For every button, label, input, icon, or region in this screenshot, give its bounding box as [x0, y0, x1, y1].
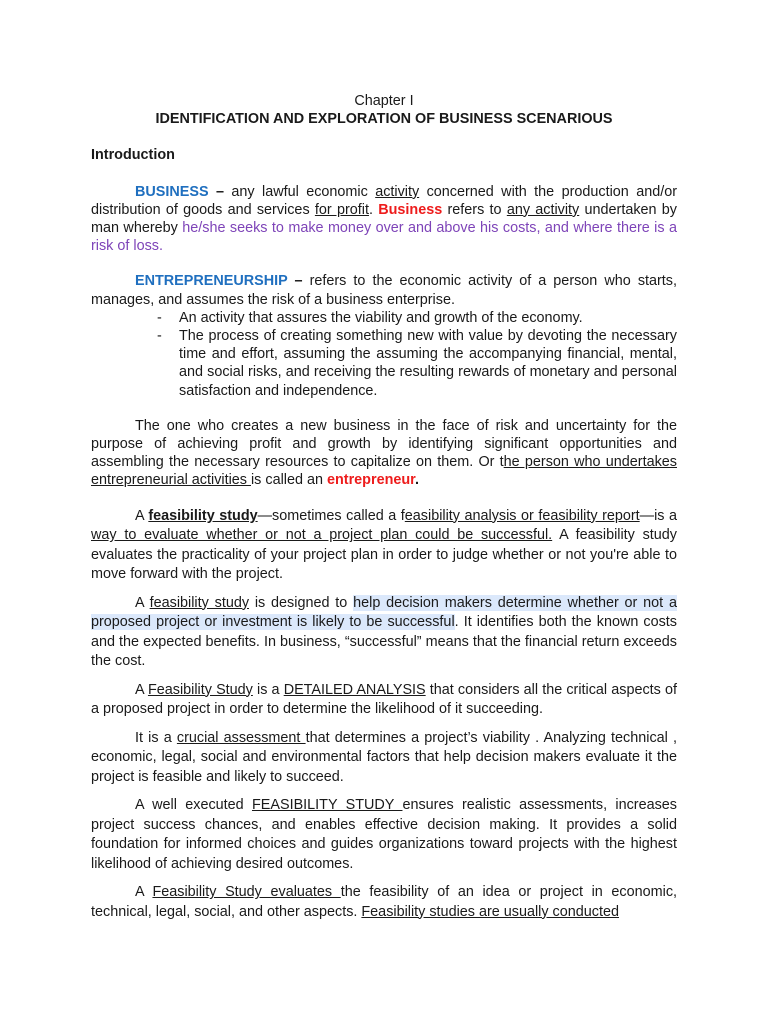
business-text-5: undertaken by man whereby: [91, 201, 677, 237]
creator-text-2: is called an: [250, 472, 327, 489]
business-text-2: concerned with the production and/or distribution of goods and services: [91, 183, 677, 218]
entrepreneurship-dash: –: [287, 273, 310, 290]
feasibility-paragraph-6: [91, 883, 677, 922]
list-item: [157, 309, 677, 327]
business-underline-activity: activity: [375, 183, 420, 200]
fs3-text-3: that considers all the critical aspects of a proposed project in order to determine the likelihood of it succeeding.: [91, 681, 677, 718]
business-red-term: Business: [378, 201, 443, 218]
feasibility-paragraph-3: [91, 681, 677, 720]
feasibility-paragraph-4: [91, 729, 677, 788]
list-item: [157, 327, 677, 400]
business-underline-any-activity: any activity: [506, 201, 580, 218]
fs1-underline-1: easibility analysis or feasibility report: [404, 507, 640, 524]
fs6-underline-1: Feasibility Study evaluates: [152, 884, 341, 901]
fs1-text-1: A: [135, 507, 149, 524]
bullet-dash: -: [157, 309, 162, 326]
fs2-text-3: . It identifies both the known costs and the expected benefits. In business, “successful” means that the financial return exceeds the cost.: [91, 614, 677, 670]
fs5-underline: FEASIBILITY STUDY: [251, 797, 403, 814]
creator-period: .: [414, 472, 419, 489]
fs1-text-3: —is a: [639, 507, 677, 524]
fs4-text-2: that determines a project’s viability . Analyzing technical , economic, legal, social and environmental factors that help decision makers evaluate it the project is feasible and likely to succeed.: [91, 729, 677, 785]
bullet-text: The process of creating something new with value by devoting the necessary time and effort, assuming the assuming the accompanying financial, mental, and social risks, and receiving the resulting rewards of monetary and personal satisfaction and independence.: [179, 328, 677, 399]
fs4-text-1: It is a: [135, 729, 177, 746]
feasibility-paragraph-2: [91, 594, 677, 672]
fs4-underline: crucial assessment: [176, 729, 306, 746]
entrepreneurship-term: ENTREPRENEURSHIP: [135, 273, 288, 290]
fs5-text-2: ensures realistic assessments, increases project success chances, and enables effective decision making. It provides a solid foundation for informed choices and guides organizations toward projects with the highest likelihood of achieving desired outcomes.: [91, 797, 677, 872]
bullet-text: An activity that assures the viability and growth of the economy.: [179, 309, 583, 326]
fs1-bold-term: feasibility study: [148, 507, 258, 524]
fs3-text-1: A: [135, 681, 148, 698]
business-purple-text: he/she seeks to make money over and above his costs, and where there is a risk of loss.: [91, 220, 677, 255]
document-page: [91, 92, 677, 922]
feasibility-paragraph-1: [91, 507, 677, 585]
introduction-heading: Introduction: [91, 147, 175, 164]
entrepreneur-paragraph: [91, 417, 677, 490]
creator-text-1: The one who creates a new business in the face of risk and uncertainty for the purpose of achieving profit and growth by identifying significant opportunities and assembling the necessary resources to capitalize on them. Or t: [91, 417, 677, 471]
business-text-4: refers to: [442, 201, 507, 218]
feasibility-paragraph-5: [91, 796, 677, 874]
fs5-text-1: A well executed: [135, 797, 252, 814]
fs1-text-4: A feasibility study evaluates the practicality of your project plan in order to judge whether or not you're able to move forward with the project.: [91, 527, 677, 583]
bullet-dash: -: [157, 328, 162, 345]
fs1-text-2: —sometimes called a f: [257, 507, 405, 524]
fs3-underline-2: DETAILED ANALYSIS: [283, 681, 426, 698]
creator-underline: he person who undertakes entrepreneurial activities: [91, 454, 677, 489]
fs3-text-2: is a: [252, 681, 284, 698]
fs6-text-1: A: [135, 884, 153, 901]
entrepreneurship-bullet-list: [91, 309, 677, 400]
business-dash: –: [208, 183, 232, 200]
business-term: BUSINESS: [135, 183, 209, 200]
fs3-underline-1: Feasibility Study: [147, 681, 253, 698]
business-text-3: .: [368, 201, 379, 218]
fs2-text-1: A: [135, 594, 150, 611]
business-underline-profit: for profit: [314, 201, 369, 218]
fs2-underline: feasibility study: [149, 594, 250, 611]
fs2-highlight: help decision makers determine whether or not a proposed project or investment is likely to be successful: [91, 594, 677, 631]
fs1-underline-2: way to evaluate whether or not a project plan could be successful.: [91, 527, 553, 544]
business-text-1: any lawful economic: [231, 183, 376, 200]
fs2-text-2: is designed to: [249, 594, 354, 611]
chapter-label: Chapter I: [354, 93, 414, 109]
business-paragraph: [91, 183, 677, 256]
fs6-underline-2: Feasibility studies are usually conducted: [361, 903, 619, 920]
entrepreneurship-text: refers to the economic activity of a person who starts, manages, and assumes the risk of a business enterprise.: [91, 273, 677, 308]
entrepreneur-red-term: entrepreneur: [326, 472, 415, 489]
fs6-text-2: the feasibility of an idea or project in economic, technical, legal, social, and other aspects.: [91, 884, 678, 920]
chapter-title: IDENTIFICATION AND EXPLORATION OF BUSINESS SCENARIOUS: [155, 111, 613, 128]
entrepreneurship-paragraph: [91, 272, 677, 308]
